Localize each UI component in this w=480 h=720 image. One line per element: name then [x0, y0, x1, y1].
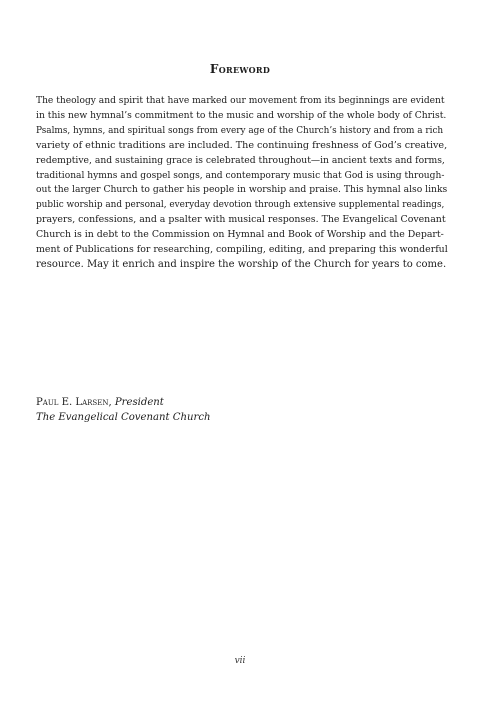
paragraph-line: public worship and personal, everyday devotion through extensive supplemental readings,	[36, 200, 445, 211]
paragraph-line: The theology and spirit that have marked our movement from its beginnings are evident	[36, 96, 445, 106]
paragraph-line: resource. May it enrich and inspire the worship of the Church for years to come.	[36, 258, 447, 270]
page-number: vii	[234, 656, 246, 666]
page-title: Foreword	[209, 62, 271, 76]
paragraph-line: Church is in debt to the Commission on Hymnal and Book of Worship and the Depart-	[36, 229, 444, 241]
paragraph-line: redemptive, and sustaining grace is celebrated throughout—in ancient texts and forms,	[36, 154, 445, 166]
paragraph-line: prayers, confessions, and a psalter with musical responses. The Evangelical Covenant	[36, 214, 446, 226]
signature-line	[36, 396, 210, 411]
paragraph-line: out the larger Church to gather his people in worship and praise. This hymnal also links	[36, 184, 448, 196]
paragraph-line: traditional hymns and gospel songs, and contemporary music that God is using through-	[36, 170, 445, 181]
signatory-name: Paul E. Larsen,	[36, 397, 112, 408]
signatory-role: President	[114, 397, 164, 408]
foreword-paragraph	[36, 94, 448, 273]
paragraph-line: ment of Publications for researching, compiling, editing, and preparing this wonderful	[36, 244, 448, 256]
paragraph-line: in this new hymnal’s commitment to the music and worship of the whole body of Christ.	[36, 109, 447, 121]
signatory-organization: The Evangelical Covenant Church	[36, 411, 211, 423]
paragraph-line: Psalms, hymns, and spiritual songs from every age of the Church’s history and from a rich	[36, 125, 444, 136]
signature-block	[36, 396, 210, 426]
paragraph-line: variety of ethnic traditions are included. The continuing freshness of God’s creative,	[36, 139, 448, 151]
